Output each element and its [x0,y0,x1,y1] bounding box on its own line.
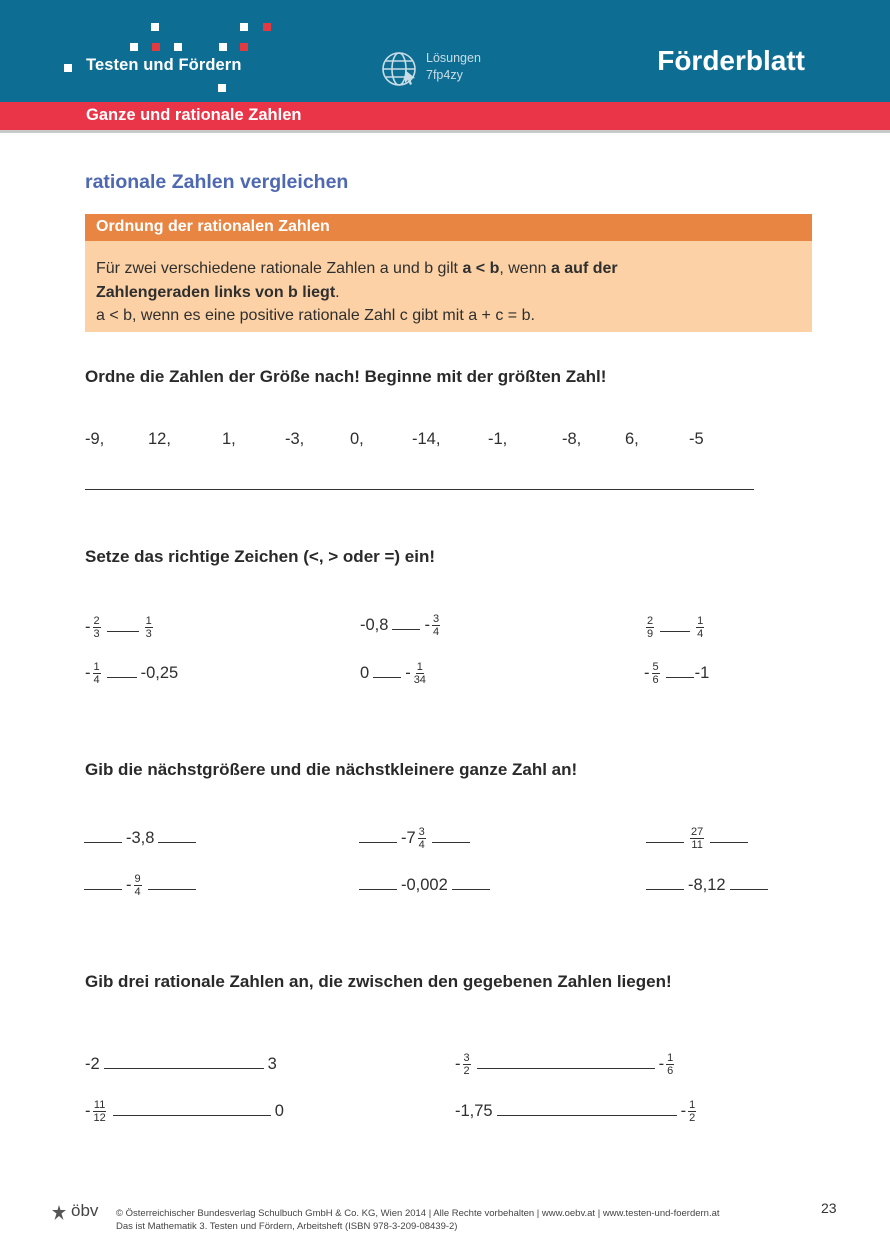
number-item: -1, [488,430,508,448]
answer-blank[interactable] [113,1114,271,1116]
book-reference: Das ist Mathematik 3. Testen und Fördern, Arbeitsheft (ISBN 978-3-209-08439-2) [116,1221,458,1232]
answer-blank[interactable] [359,841,397,843]
answer-blank[interactable] [84,888,122,890]
integer-neighbor-exercise: -7 3 4 [359,818,474,858]
chapter-subtitle: Ganze und rationale Zahlen [86,106,302,124]
answer-blank[interactable] [373,676,401,678]
number-item: 1, [222,430,236,448]
page-title: rationale Zahlen vergleichen [85,171,349,193]
fraction: 1 3 [145,614,152,640]
answer-blank[interactable] [392,628,420,630]
between-numbers-exercise: - 11 12 0 [85,1098,284,1124]
answer-blank[interactable] [84,841,122,843]
comparison-exercise: 0 - 1 34 [360,660,426,686]
answer-blank[interactable] [148,888,196,890]
fraction: 2 3 [93,614,100,640]
answer-line[interactable] [85,489,754,490]
answer-blank[interactable] [666,676,694,678]
comparison-exercise: - 2 3 1 3 [85,614,152,640]
fraction: 1 2 [689,1098,696,1124]
answer-blank[interactable] [497,1114,677,1116]
infobox-title: Ordnung der rationalen Zahlen [96,218,330,235]
fraction: 1 34 [413,660,426,686]
answer-blank[interactable] [158,841,196,843]
number-item: -9, [85,430,105,448]
star-icon [51,1204,67,1222]
fraction: 3 2 [463,1051,470,1077]
fraction: 11 12 [93,1098,106,1124]
comparison-exercise [644,607,706,647]
brand-logo-squares [0,0,300,103]
infobox-line-2: Zahlengeraden links von b liegt. [96,284,340,301]
globe-icon[interactable] [381,50,419,88]
loesungen-code[interactable]: 7fp4zy [426,68,463,82]
task4-instruction: Gib drei rationale Zahlen an, die zwischen den gegebenen Zahlen liegen! [85,972,672,991]
answer-blank[interactable] [710,841,748,843]
answer-blank[interactable] [432,841,470,843]
between-numbers-exercise: -1,75 - 1 2 [455,1098,696,1124]
integer-neighbor-exercise: - 9 4 [84,865,200,905]
task2-instruction: Setze das richtige Zeichen (<, > oder =) ein! [85,547,436,566]
number-item: 6, [625,430,639,448]
fraction: 5 6 [652,660,659,686]
sheet-type-title: Förderblatt [657,45,805,76]
fraction: 3 4 [432,612,440,638]
comparison-exercise: - 5 6 -1 [644,660,710,686]
answer-blank[interactable] [104,1067,264,1069]
number-item: 0, [350,430,364,448]
brand-name: Testen und Fördern [86,56,242,74]
number-item: 12, [148,430,171,448]
answer-blank[interactable] [452,888,490,890]
answer-blank[interactable] [646,841,684,843]
fraction: 1 4 [93,660,100,686]
number-item: -3, [285,430,305,448]
comparison-exercise: - 1 4 -0,25 [85,660,179,686]
answer-blank[interactable] [646,888,684,890]
copyright-text: © Österreichischer Bundesverlag Schulbuch GmbH & Co. KG, Wien 2014 | Alle Rechte vorbehalten | www.oebv.at | www.testen-und-foerdern.at [116,1208,720,1219]
answer-blank[interactable] [107,676,137,678]
infobox-line-1: Für zwei verschiedene rationale Zahlen a und b gilt a < b, wenn a auf der [96,260,618,277]
fraction: 27 11 [691,825,704,851]
fraction: 3 4 [418,825,425,851]
integer-neighbor-exercise: -8,12 [646,865,772,905]
task3-instruction: Gib die nächstgrößere und die nächstkleinere ganze Zahl an! [85,760,578,779]
answer-blank[interactable] [477,1067,655,1069]
answer-blank[interactable] [730,888,768,890]
between-numbers-exercise: - 3 2 - 1 6 [455,1051,674,1077]
loesungen-label[interactable]: Lösungen [426,51,481,65]
publisher-logo [51,1201,99,1224]
publisher-logo-text: öbv [71,1201,99,1220]
answer-blank[interactable] [107,630,139,632]
infobox-line-3: a < b, wenn es eine positive rationale Zahl c gibt mit a + c = b. [96,307,535,324]
comparison-exercise: -0,8 - 3 4 [360,612,440,638]
page-number: 23 [821,1200,837,1216]
integer-neighbor-exercise: -0,002 [359,865,494,905]
band-shadow [0,130,890,136]
number-item: -8, [562,430,582,448]
integer-neighbor-exercise: -3,8 [84,818,200,858]
fraction: 1 4 [697,614,704,640]
between-numbers-exercise: -2 3 [85,1054,277,1073]
answer-blank[interactable] [359,888,397,890]
integer-neighbor-exercise [646,818,752,858]
fraction: 2 9 [647,614,654,640]
fraction: 9 4 [134,872,141,898]
number-item: -14, [412,430,441,448]
task1-instruction: Ordne die Zahlen der Größe nach! Beginne mit der größten Zahl! [85,367,607,386]
number-item: -5 [689,430,704,448]
answer-blank[interactable] [660,630,690,632]
fraction: 1 6 [667,1051,674,1077]
